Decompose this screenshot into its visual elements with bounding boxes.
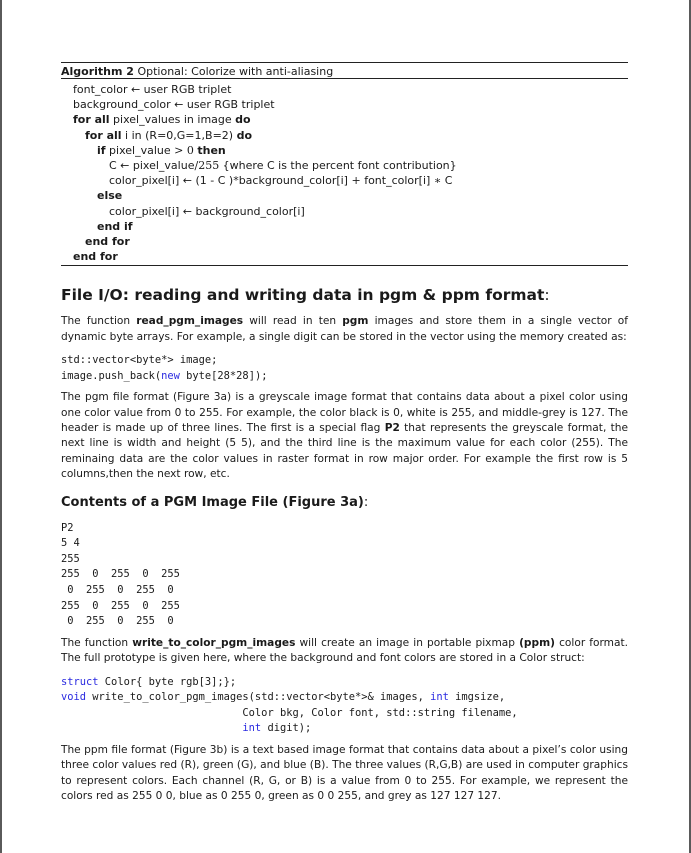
paragraph-read-pgm: [61, 314, 628, 345]
bold-term: pgm: [342, 315, 369, 328]
page-left-border: [0, 0, 2, 853]
code-line: [61, 706, 628, 722]
code-line: [61, 369, 628, 385]
section-heading-file-io: [61, 286, 628, 308]
code-text: std::vector<byte*> image;: [61, 354, 218, 367]
algorithm-keyword: end for: [85, 234, 130, 248]
algorithm-keyword: else: [97, 189, 123, 203]
algorithm-keyword: end for: [73, 250, 118, 264]
algorithm-text: > 0: [174, 143, 194, 157]
pgm-file-contents: [61, 521, 628, 630]
code-keyword: void: [61, 691, 87, 704]
code-text: image.push_back(: [61, 369, 162, 382]
algorithm-text: {where C is the percent font contribution}: [219, 158, 457, 172]
algorithm-line: [61, 158, 628, 173]
paragraph-pgm-format: [61, 390, 628, 482]
algorithm-title: Optional: Colorize with anti-aliasing: [137, 65, 334, 78]
code-block-prototype: [61, 675, 628, 737]
paragraph-text: The ppm file format (Figure 3b) is a text based image format that contains data about a pixel’s color using three color values red (R), green (G), and blue (B). The three values (R,G,B) are used in computer graphics to represent colors. Each channel (R, G, or B) is a value from 0 to 255. For example, we represent the colors red as 255 0 0, blue as 0 255 0, green as 0 0 255, and grey as 127 127 127.: [61, 744, 628, 803]
algorithm-keyword: do: [236, 128, 253, 142]
pgm-line: 0 255 0 255 0: [61, 615, 174, 628]
paragraph-text: will create an image in portable pixmap: [295, 636, 520, 649]
code-text: [61, 722, 242, 734]
pgm-line: 0 255 0 255 0: [61, 584, 174, 597]
paragraph-text: The function: [61, 315, 137, 328]
code-text: byte[28*28]);: [179, 369, 268, 382]
algorithm-line: [61, 112, 628, 127]
algorithm-text: ∗: [433, 174, 442, 188]
algorithm-line: [61, 219, 628, 234]
pgm-line: 255: [61, 552, 80, 565]
subheading-text: Contents of a PGM Image File (Figure 3a): [61, 494, 364, 510]
code-text: digit);: [261, 722, 312, 735]
page-content: [61, 62, 628, 805]
paragraph-ppm-format: [61, 743, 628, 805]
code-text: Color{ byte rgb[3];};: [98, 675, 237, 688]
code-keyword: struct: [61, 675, 99, 688]
pgm-line: P2: [61, 521, 74, 534]
algorithm-keyword: end if: [97, 219, 133, 233]
code-line: [61, 721, 628, 737]
subheading-pgm-contents: [61, 495, 628, 513]
algorithm-line: [61, 249, 628, 264]
code-keyword: new: [161, 369, 180, 382]
code-line: [61, 675, 628, 691]
subheading-colon: :: [363, 494, 369, 510]
algorithm-body: [61, 79, 628, 266]
algorithm-text: color_pixel[i] ← background_color[i]: [109, 204, 305, 218]
algorithm-text: C: [441, 174, 453, 188]
bold-term: (ppm): [519, 636, 555, 649]
algorithm-text: font_color[i]: [360, 174, 434, 188]
algorithm-keyword: if: [97, 143, 106, 157]
code-keyword: int: [430, 691, 449, 704]
paragraph-text: The function: [61, 636, 133, 649]
code-text: imgsize,: [448, 691, 506, 704]
pgm-line: 255 0 255 0 255: [61, 568, 180, 581]
paragraph-text: will read in ten: [243, 315, 343, 328]
algorithm-line: [61, 143, 628, 158]
code-block-vector: [61, 353, 628, 384]
algorithm-box: [61, 62, 628, 266]
algorithm-text: font_color ← user RGB triplet: [73, 83, 232, 96]
algorithm-text: +: [351, 174, 361, 188]
section-heading-colon: :: [544, 286, 550, 305]
algorithm-text: i in (R=0,G=1,B=2): [121, 128, 237, 142]
pgm-line: 5 4: [61, 537, 80, 550]
paragraph-text: The pgm file format (Figure 3a) is a greyscale image format that contains data about a pixel color using one color value from 0 to 255. For example, the color black is 0, white is 255, and middle-grey is 127. The header is made up of three lines. The first is a special flag: [61, 391, 628, 435]
pgm-line: 255 0 255 0 255: [61, 599, 180, 612]
algorithm-text: color_pixel[i] ← (1 - C )*background_color[i]: [109, 174, 352, 188]
code-text: write_to_color_pgm_images(std::vector<byte*>& images,: [86, 691, 431, 704]
algorithm-number: Algorithm 2: [61, 65, 134, 78]
code-line: [61, 690, 628, 706]
bold-term: read_pgm_images: [136, 315, 244, 328]
algorithm-line: [61, 97, 628, 112]
algorithm-caption: [61, 63, 628, 79]
paragraph-text: that represents the greyscale format, the next line is width and height (5 5), and the third line is the maximum value for each color (255). The reminaing data are the color values in raster format in row major order. For example the first row is 5 columns,then the next row, etc.: [61, 422, 629, 481]
paragraph-text: color format. The full prototype is given here, where the background and font colors are stored in a Color struct:: [61, 636, 628, 665]
algorithm-text: pixel_values in image: [109, 113, 236, 127]
algorithm-text: background_color ← user RGB triplet: [73, 98, 275, 112]
algorithm-line: [61, 128, 628, 143]
section-heading-text: File I/O: reading and writing data in pgm & ppm format: [61, 286, 545, 305]
algorithm-text: /255: [194, 158, 220, 172]
algorithm-line: [61, 82, 628, 97]
algorithm-line: [61, 204, 628, 219]
code-keyword: int: [242, 722, 262, 735]
algorithm-keyword: then: [197, 143, 226, 157]
code-text: Color bkg, Color font, std::string filename,: [61, 706, 518, 719]
algorithm-line: [61, 173, 628, 188]
bold-term: P2: [384, 422, 400, 435]
algorithm-text: pixel_value: [105, 143, 175, 157]
algorithm-line: [61, 188, 628, 203]
bold-term: write_to_color_pgm_images: [132, 636, 296, 649]
algorithm-line: [61, 234, 628, 249]
paragraph-text: images and store them in a single vector of dynamic byte arrays. For example, a single digit can be stored in the vector using the memory created as:: [61, 315, 628, 343]
code-line: [61, 353, 628, 369]
algorithm-keyword: do: [235, 113, 251, 127]
algorithm-keyword: for all: [73, 113, 110, 127]
algorithm-keyword: for all: [85, 128, 122, 142]
algorithm-text: C ← pixel_value: [109, 158, 195, 172]
paragraph-write-color: [61, 636, 628, 667]
